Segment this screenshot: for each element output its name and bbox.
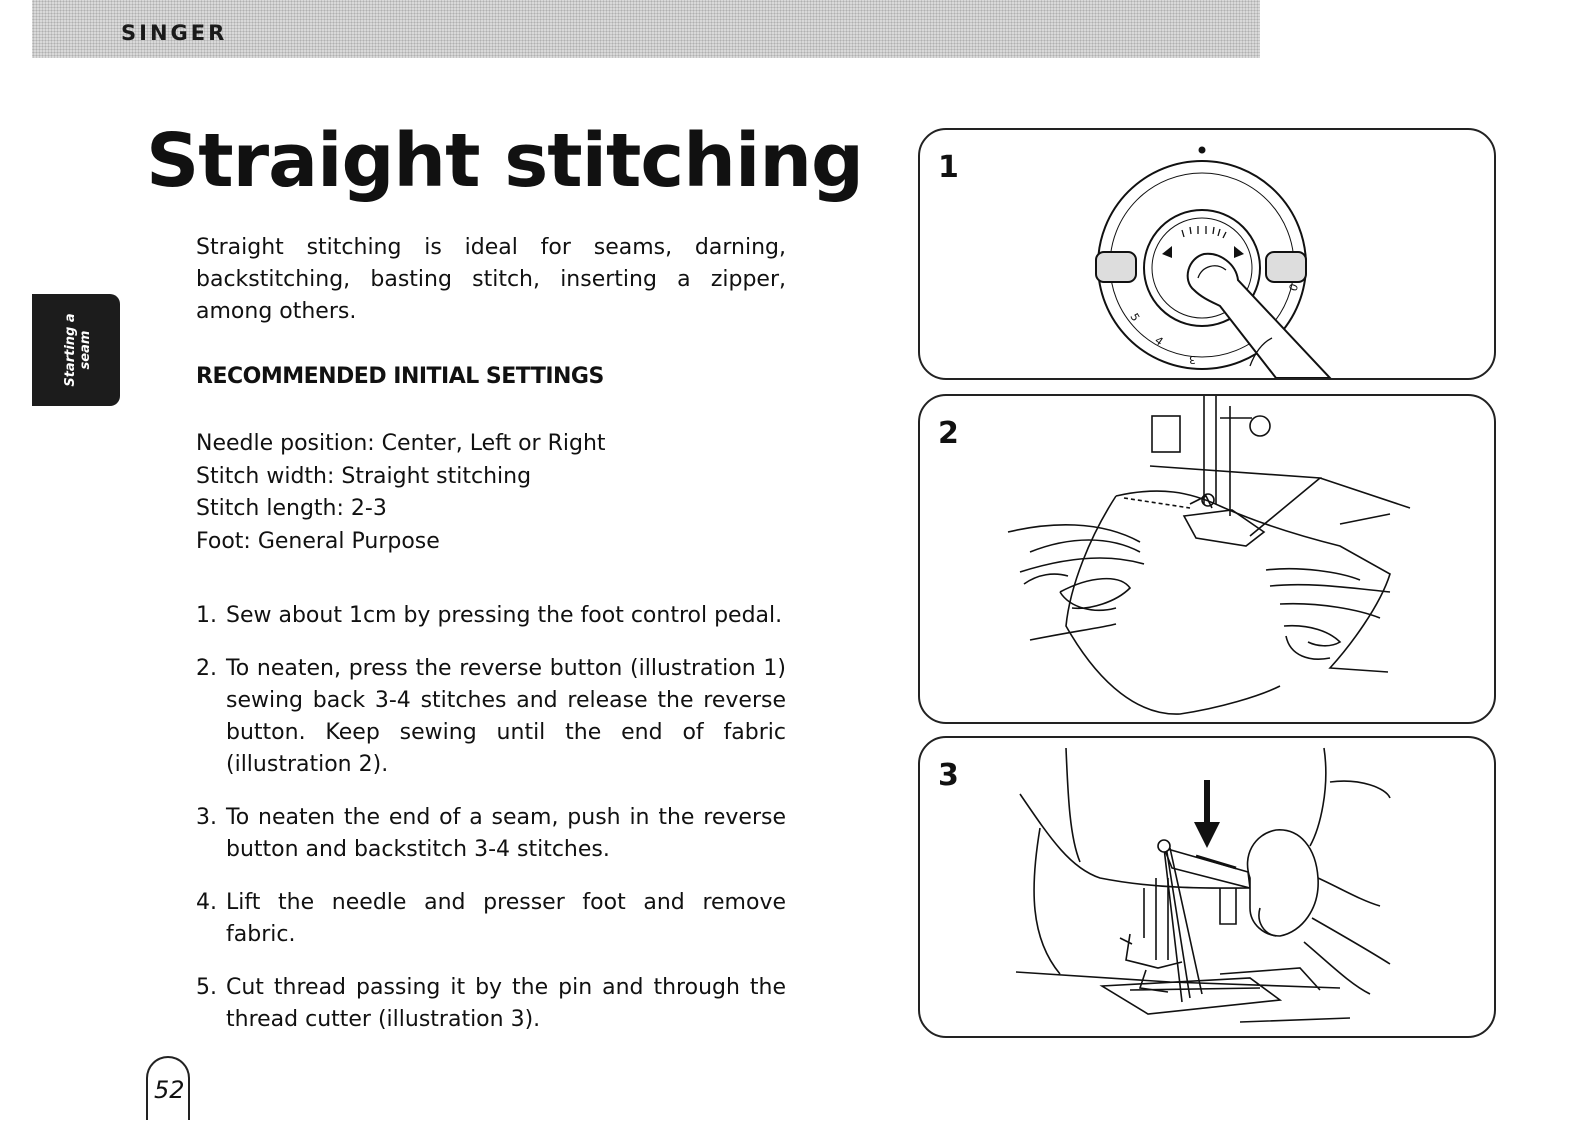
section-tab-label: [63, 294, 93, 406]
illustration-3: [918, 736, 1496, 1038]
illustration-2: [918, 394, 1496, 724]
intro-paragraph: Straight stitching is ideal for seams, darning, backstitching, basting stitch, inserting a zipper, among others.: [196, 235, 786, 324]
step-text: To neaten, press the reverse button (illustration 1) sewing back 3-4 stitches and release the reverse button. Keep sewing until the end of fabric (illustration 2).: [226, 656, 786, 777]
step-text: Lift the needle and presser foot and remove fabric.: [226, 890, 786, 947]
settings-item: Foot: General Purpose: [196, 528, 440, 554]
settings-heading: RECOMMENDED INITIAL SETTINGS: [196, 364, 604, 389]
page-number: 52: [154, 1076, 185, 1104]
illustration-1: [918, 128, 1496, 380]
settings-item: Stitch length: 2-3: [196, 496, 387, 521]
dial-mark: 3: [1189, 353, 1196, 366]
dial-mark: 4: [1152, 333, 1166, 349]
step-item: [196, 887, 786, 951]
step-item: [196, 972, 786, 1036]
settings-item: Needle position: Center, Left or Right: [196, 431, 606, 456]
stitch-dial-reverse-button-illustration: [920, 130, 1496, 380]
settings-list: [196, 428, 606, 558]
illustration-label: 1: [938, 150, 959, 185]
thread-cutter-illustration: [920, 738, 1496, 1038]
step-text: Cut thread passing it by the pin and through the thread cutter (illustration 3).: [226, 975, 786, 1032]
step-text: Sew about 1cm by pressing the foot control pedal.: [226, 603, 783, 628]
step-number: 3.: [196, 805, 217, 830]
steps-list: [196, 600, 786, 1057]
section-tab-label-line1: Starting a: [63, 313, 78, 387]
step-text: To neaten the end of a seam, push in the reverse button and backstitch 3-4 stitches.: [226, 805, 786, 862]
step-item: [196, 653, 786, 781]
section-tab-label-line2: seam: [78, 330, 93, 370]
step-item: [196, 802, 786, 866]
dial-mark: 5: [1127, 311, 1143, 324]
step-number: 5.: [196, 975, 217, 1000]
illustration-label: 2: [938, 416, 959, 451]
brand-name: SINGER: [121, 21, 228, 45]
settings-item: Stitch width: Straight stitching: [196, 463, 532, 489]
step-item: [196, 600, 786, 632]
step-number: 4.: [196, 890, 217, 915]
dial-mark: 0: [1286, 282, 1302, 294]
step-number: 2.: [196, 656, 217, 681]
page-title: Straight stitching: [146, 118, 863, 204]
step-number: 1.: [196, 603, 217, 628]
hands-guiding-fabric-illustration: [920, 396, 1496, 724]
illustration-label: 3: [938, 758, 959, 793]
